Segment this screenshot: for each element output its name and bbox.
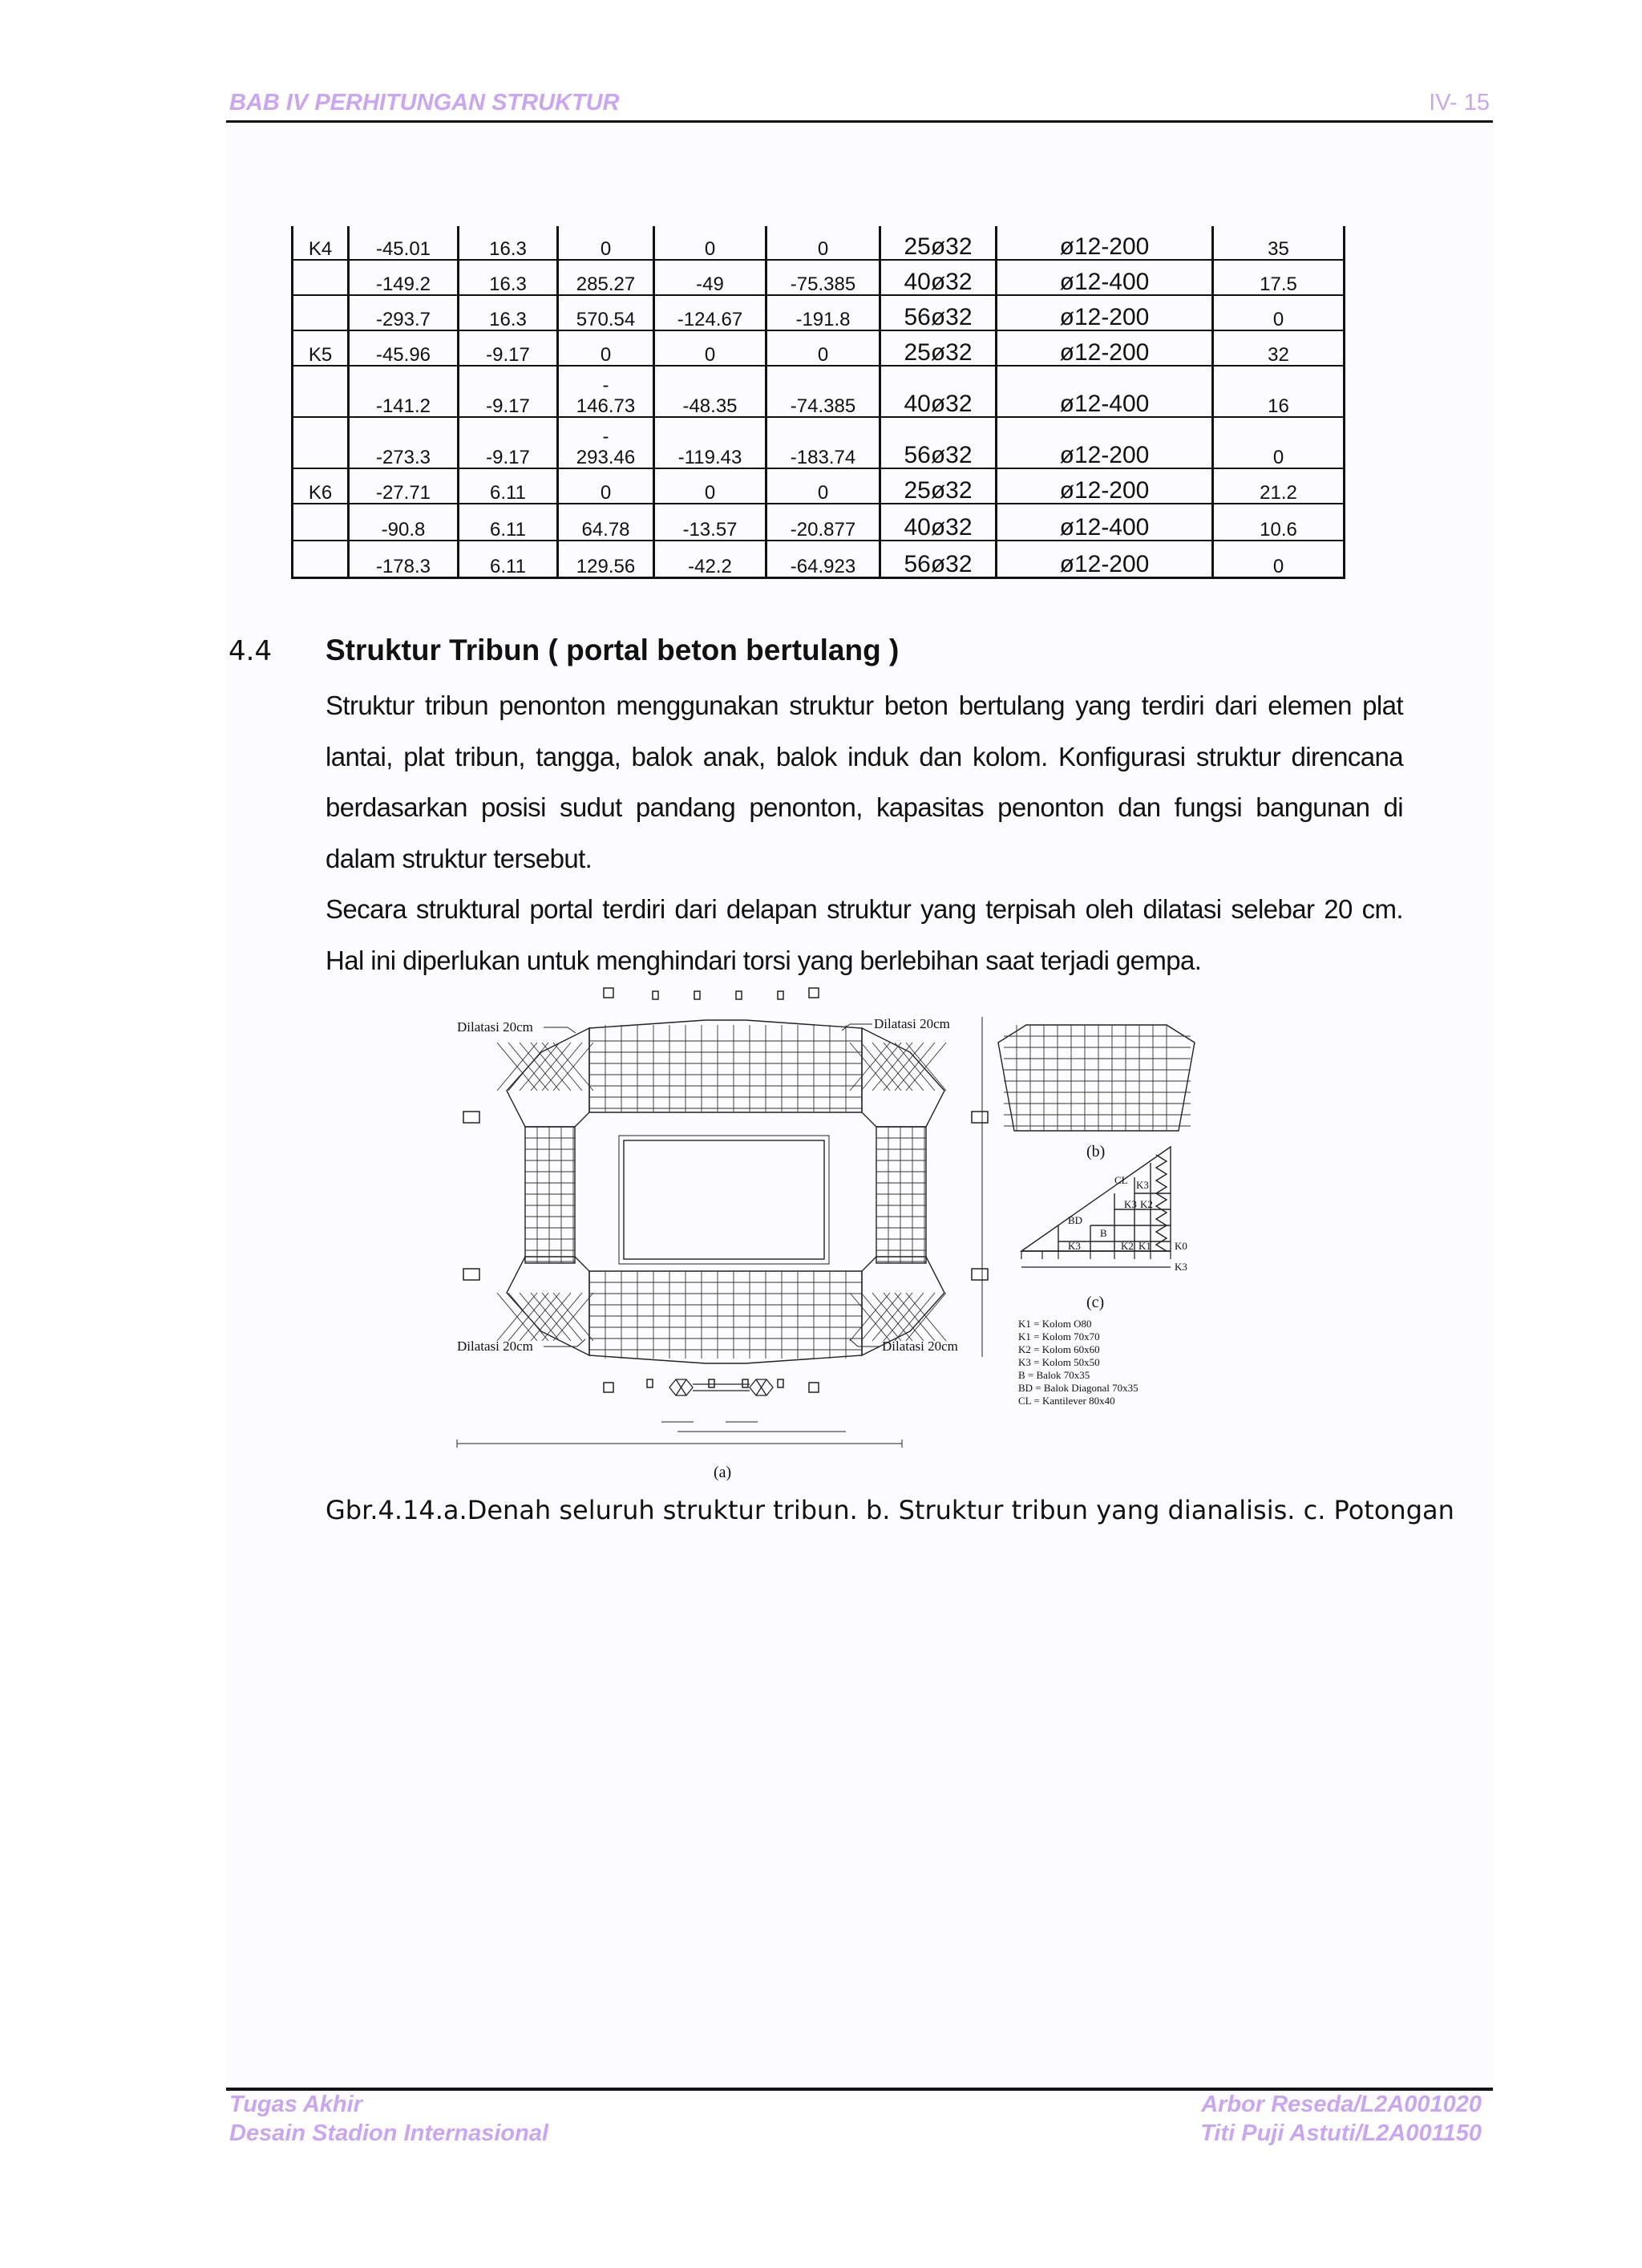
table-row	[293, 468, 1345, 504]
table-cell: ø12-400	[997, 504, 1213, 541]
table-cell: 17.5	[1213, 260, 1345, 295]
table-cell: ø12-200	[997, 541, 1213, 577]
plan-grid-a	[497, 1025, 946, 1359]
table-cell	[293, 541, 349, 577]
footer-author-2: Titi Puji Astuti/L2A001150	[1200, 2120, 1482, 2146]
table-cell: 0	[1213, 417, 1345, 468]
dilatasi-label-tr: Dilatasi 20cm	[874, 1016, 950, 1031]
table-cell: 56ø32	[880, 295, 997, 330]
table-cell: 0	[558, 468, 654, 504]
section-label-k3-top: K3	[1136, 1179, 1149, 1191]
plan-grid-b	[1004, 1025, 1191, 1131]
table-cell: ø12-200	[997, 417, 1213, 468]
table-cell: 56ø32	[880, 541, 997, 577]
table-cell	[293, 504, 349, 541]
table-cell: -124.67	[654, 295, 766, 330]
table-cell: -74.385	[766, 366, 880, 417]
table-cell: 16.3	[459, 295, 558, 330]
section-label-k3-mid: K3	[1124, 1198, 1137, 1210]
footer-left	[229, 2090, 548, 2148]
page-header	[226, 88, 1493, 124]
table-row	[293, 330, 1345, 366]
dilatasi-label-bl: Dilatasi 20cm	[457, 1339, 533, 1354]
section-label-k1: K1	[1138, 1240, 1151, 1252]
table-cell: -119.43	[654, 417, 766, 468]
table-cell: ø12-400	[997, 260, 1213, 295]
table-cell: 0	[766, 468, 880, 504]
table-cell: -9.17	[459, 366, 558, 417]
table-cell: -273.3	[349, 417, 459, 468]
table-cell: -49	[654, 260, 766, 295]
stair-hexagons	[669, 1379, 773, 1395]
table-cell: 0	[1213, 541, 1345, 577]
paragraph-1: Struktur tribun penonton menggunakan struktur beton bertulang yang terdiri dari elemen plat lantai, plat tribun, tangga, balok anak, balok induk dan kolom. Konfigurasi struktur direncana berdasarkan posisi sudut pandang penonton, kapasitas penonton dan fungsi bangunan di dalam struktur tersebut.	[326, 691, 1403, 873]
svg-text:K1 = Kolom 70x70: K1 = Kolom 70x70	[1018, 1330, 1100, 1343]
table-cell: 25ø32	[880, 226, 997, 260]
table-cell: ø12-200	[997, 468, 1213, 504]
table-cell: -20.877	[766, 504, 880, 541]
table-cell: -27.71	[349, 468, 459, 504]
table-cell: -149.2	[349, 260, 459, 295]
table-cell: 16.3	[459, 226, 558, 260]
table-cell: -293.7	[349, 295, 459, 330]
table-cell: -64.923	[766, 541, 880, 577]
table-row	[293, 260, 1345, 295]
section-number: 4.4	[229, 635, 273, 667]
table-cell: 56ø32	[880, 417, 997, 468]
table-cell: 129.56	[558, 541, 654, 577]
table-cell: 0	[558, 330, 654, 366]
table-cell: - 146.73	[558, 366, 654, 417]
svg-text:BD = Balok Diagonal 70x35: BD = Balok Diagonal 70x35	[1018, 1382, 1138, 1394]
table-cell: -90.8	[349, 504, 459, 541]
section-label-k2-mid: K2	[1140, 1198, 1153, 1210]
table-cell	[293, 417, 349, 468]
table-cell: -75.385	[766, 260, 880, 295]
table-cell: ø12-200	[997, 295, 1213, 330]
section-label-bd: BD	[1068, 1214, 1083, 1226]
table-cell: 64.78	[558, 504, 654, 541]
svg-text:B = Balok 70x35: B = Balok 70x35	[1018, 1369, 1090, 1381]
section-label-b: B	[1100, 1227, 1107, 1239]
table-cell: 0	[654, 330, 766, 366]
table-cell: 0	[654, 468, 766, 504]
figure-caption: Gbr.4.14.a.Denah seluruh struktur tribun. b. Struktur tribun yang dianalisis. c. Potongan	[326, 1495, 1454, 1525]
table-cell: 16	[1213, 366, 1345, 417]
table-cell: 40ø32	[880, 366, 997, 417]
table-cell	[293, 295, 349, 330]
table-cell: 40ø32	[880, 504, 997, 541]
svg-text:CL = Kantilever 80x40: CL = Kantilever 80x40	[1018, 1395, 1115, 1407]
svg-text:K1 = Kolom O80: K1 = Kolom O80	[1018, 1318, 1092, 1330]
header-rule	[226, 120, 1493, 123]
dimension-lines	[457, 1017, 982, 1448]
dilatasi-label-br: Dilatasi 20cm	[882, 1339, 958, 1354]
figure-label-b: (b)	[1086, 1143, 1106, 1160]
svg-text:K2 = Kolom 60x60: K2 = Kolom 60x60	[1018, 1343, 1100, 1355]
table-row	[293, 541, 1345, 577]
table-cell: -45.96	[349, 330, 459, 366]
table-row	[293, 226, 1345, 260]
table-cell: 0	[1213, 295, 1345, 330]
table-cell: -9.17	[459, 330, 558, 366]
figure-label-c: (c)	[1086, 1294, 1105, 1311]
table-cell: 25ø32	[880, 468, 997, 504]
table-cell: -178.3	[349, 541, 459, 577]
table-cell: 6.11	[459, 541, 558, 577]
table-cell	[293, 366, 349, 417]
section-label-k2-low: K2	[1121, 1240, 1134, 1252]
table-cell: 25ø32	[880, 330, 997, 366]
header-chapter-title: BAB IV PERHITUNGAN STRUKTUR	[229, 90, 620, 115]
table-cell: -9.17	[459, 417, 558, 468]
table-cell: -48.35	[654, 366, 766, 417]
table-cell: 0	[558, 226, 654, 260]
table-cell: 16.3	[459, 260, 558, 295]
svg-text:K3 = Kolom 50x50: K3 = Kolom 50x50	[1018, 1356, 1100, 1368]
table-cell: K4	[293, 226, 349, 260]
table-cell: -42.2	[654, 541, 766, 577]
footer-right	[1200, 2090, 1482, 2148]
table-cell: -13.57	[654, 504, 766, 541]
tribune-structure-figure	[449, 986, 1299, 1484]
table-cell	[293, 260, 349, 295]
footer-thesis-label: Tugas Akhir	[229, 2092, 362, 2117]
table-cell: 6.11	[459, 504, 558, 541]
table-cell: 21.2	[1213, 468, 1345, 504]
table-cell: 6.11	[459, 468, 558, 504]
table-cell: 285.27	[558, 260, 654, 295]
table-cell: K5	[293, 330, 349, 366]
table-cell: 570.54	[558, 295, 654, 330]
footer-author-1: Arbor Reseda/L2A001020	[1201, 2092, 1482, 2117]
table-cell: 0	[766, 330, 880, 366]
table-cell: 10.6	[1213, 504, 1345, 541]
table-cell: -45.01	[349, 226, 459, 260]
table-cell: 32	[1213, 330, 1345, 366]
table-row	[293, 504, 1345, 541]
section-title: Struktur Tribun ( portal beton bertulang )	[326, 634, 900, 666]
footer-project-title: Desain Stadion Internasional	[229, 2120, 549, 2146]
reinforcement-table	[291, 226, 1345, 579]
section-label-k0: K0	[1175, 1240, 1187, 1252]
table-row	[293, 417, 1345, 468]
dilatasi-label-tl: Dilatasi 20cm	[457, 1019, 533, 1035]
table-cell: 0	[766, 226, 880, 260]
plan-drawing-a	[507, 1020, 944, 1363]
header-page-number: IV- 15	[1429, 90, 1490, 115]
section-label-k3-low: K3	[1068, 1240, 1081, 1252]
table-cell: -191.8	[766, 295, 880, 330]
table-cell: ø12-200	[997, 330, 1213, 366]
table-row	[293, 295, 1345, 330]
table-cell: -141.2	[349, 366, 459, 417]
section-label-k3-end: K3	[1175, 1261, 1187, 1273]
figure-label-a: (a)	[714, 1464, 732, 1481]
paragraph-2: Secara struktural portal terdiri dari delapan struktur yang terpisah oleh dilatasi selebar 20 cm. Hal ini diperlukan untuk menghindari torsi yang berlebihan saat terjadi gempa.	[326, 894, 1403, 975]
section-supports	[1021, 1251, 1171, 1267]
section-label-cl: CL	[1114, 1174, 1128, 1186]
table-cell: 40ø32	[880, 260, 997, 295]
table-cell: K6	[293, 468, 349, 504]
table-cell: ø12-400	[997, 366, 1213, 417]
table-cell: 0	[654, 226, 766, 260]
table-row	[293, 366, 1345, 417]
table-cell: ø12-200	[997, 226, 1213, 260]
table-cell: -183.74	[766, 417, 880, 468]
table-cell: - 293.46	[558, 417, 654, 468]
member-legend	[1018, 1318, 1138, 1407]
table-cell: 35	[1213, 226, 1345, 260]
